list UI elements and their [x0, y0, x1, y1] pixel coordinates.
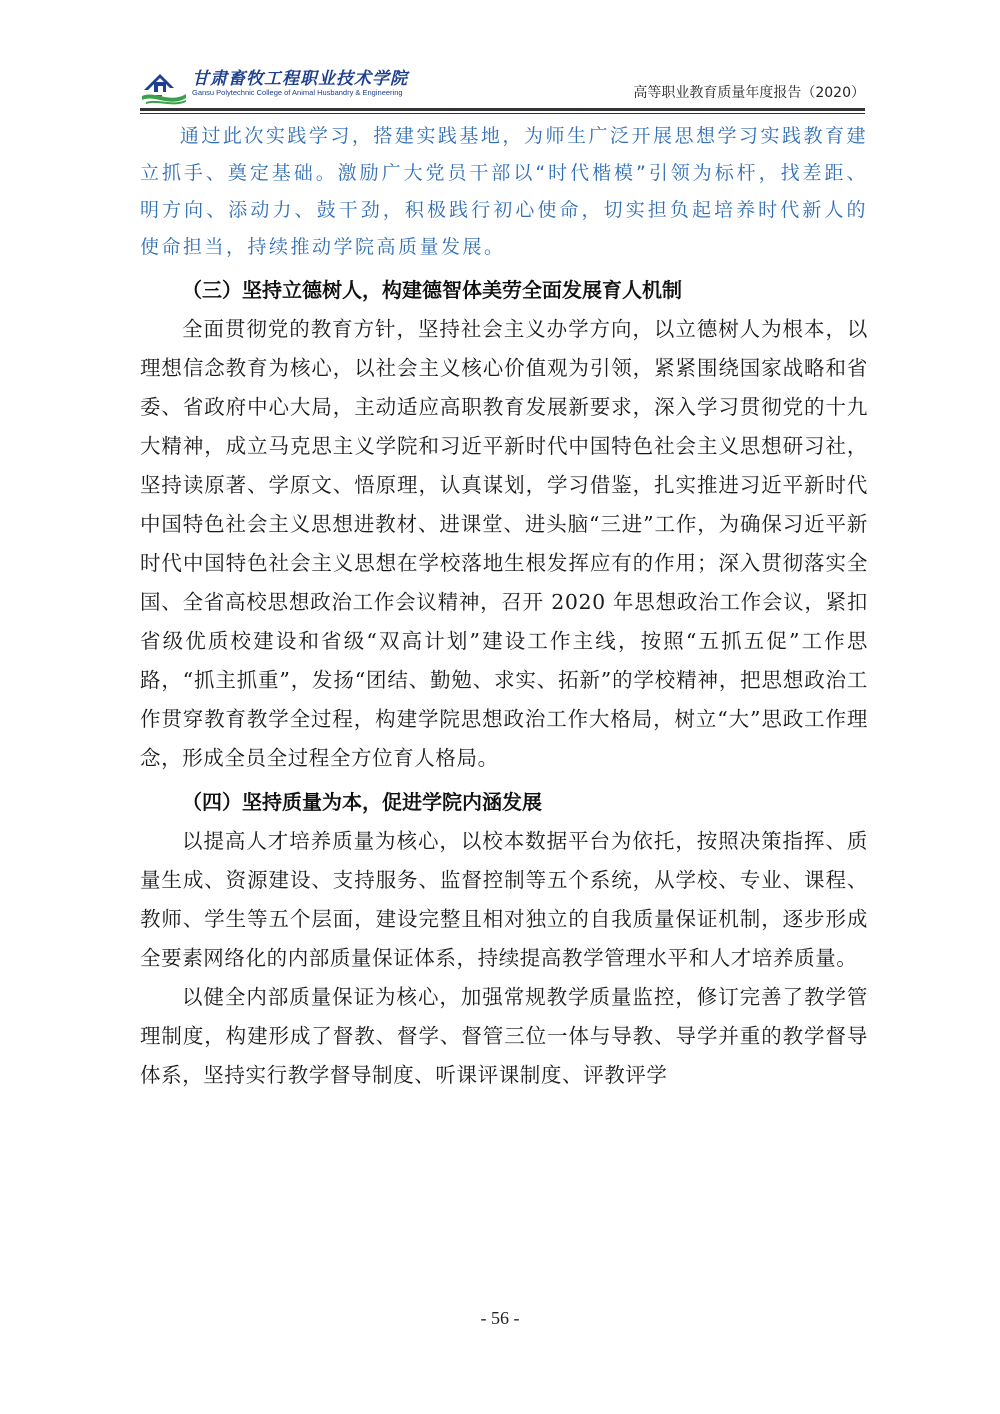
- page-number: - 56 -: [480, 1308, 520, 1328]
- section-3-heading: （三）坚持立德树人，构建德智体美劳全面发展育人机制: [182, 278, 682, 302]
- quote-paragraph: 通过此次实践学习，搭建实践基地，为师生广泛开展思想学习实践教育建立抓手、奠定基础。激励广大党员干部以“时代楷模”引领为标杆，找差距、明方向、添动力、鼓干劲，积极践行初心使命，切实担负起培养时代新人的使命担当，持续推动学院高质量发展。: [140, 125, 868, 258]
- section-4-paragraph-2: 以健全内部质量保证为核心，加强常规教学质量监控，修订完善了教学管理制度，构建形成了督教、督学、督管三位一体与导教、导学并重的教学督导体系，坚持实行教学督导制度、听课评课制度、评教评学: [140, 985, 868, 1087]
- section-3-paragraph: 全面贯彻党的教育方针，坚持社会主义办学方向，以立德树人为根本，以理想信念教育为核心，以社会主义核心价值观为引领，紧紧围绕国家战略和省委、省政府中心大局，主动适应高职教育发展新要求，深入学习贯彻党的十九大精神，成立马克思主义学院和习近平新时代中国特色社会主义思想研习社，坚持读原著、学原文、悟原理，认真谋划，学习借鉴，扎实推进习近平新时代中国特色社会主义思想进教材、进课堂、进头脑“三进”工作，为确保习近平新时代中国特色社会主义思想在学校落地生根发挥应有的作用；深入贯彻落实全国、全省高校思想政治工作会议精神，召开 2020 年思想政治工作会议，紧扣省级优质校建设和省级“双高计划”建设工作主线，按照“五抓五促”工作思路，“抓主抓重”，发扬“团结、勤勉、求实、拓新”的学校精神，把思想政治工作贯穿教育教学全过程，构建学院思想政治工作大格局，树立“大”思政工作理念，形成全员全过程全方位育人格局。: [140, 317, 868, 770]
- section-4-heading: （四）坚持质量为本，促进学院内涵发展: [182, 790, 542, 814]
- section-4-paragraph-1: 以提高人才培养质量为核心，以校本数据平台为依托，按照决策指挥、质量生成、资源建设、支持服务、监督控制等五个系统，从学校、专业、课程、教师、学生等五个层面，建设完整且相对独立的自我质量保证机制，逐步形成全要素网络化的内部质量保证体系，持续提高教学管理水平和人才培养质量。: [140, 829, 868, 970]
- page-content: [140, 118, 868, 1095]
- school-emblem-icon: [140, 64, 188, 106]
- header-divider: [140, 108, 865, 111]
- report-title: 高等职业教育质量年度报告（2020）: [633, 85, 865, 101]
- page-header: [140, 62, 865, 110]
- school-name-en: Gansu Polytechnic College of Animal Husbandry & Engineering: [192, 88, 403, 97]
- header-divider-thin: [140, 113, 865, 114]
- school-name-cn: 甘肃畜牧工程职业技术学院: [192, 69, 408, 89]
- school-logo: [140, 62, 410, 108]
